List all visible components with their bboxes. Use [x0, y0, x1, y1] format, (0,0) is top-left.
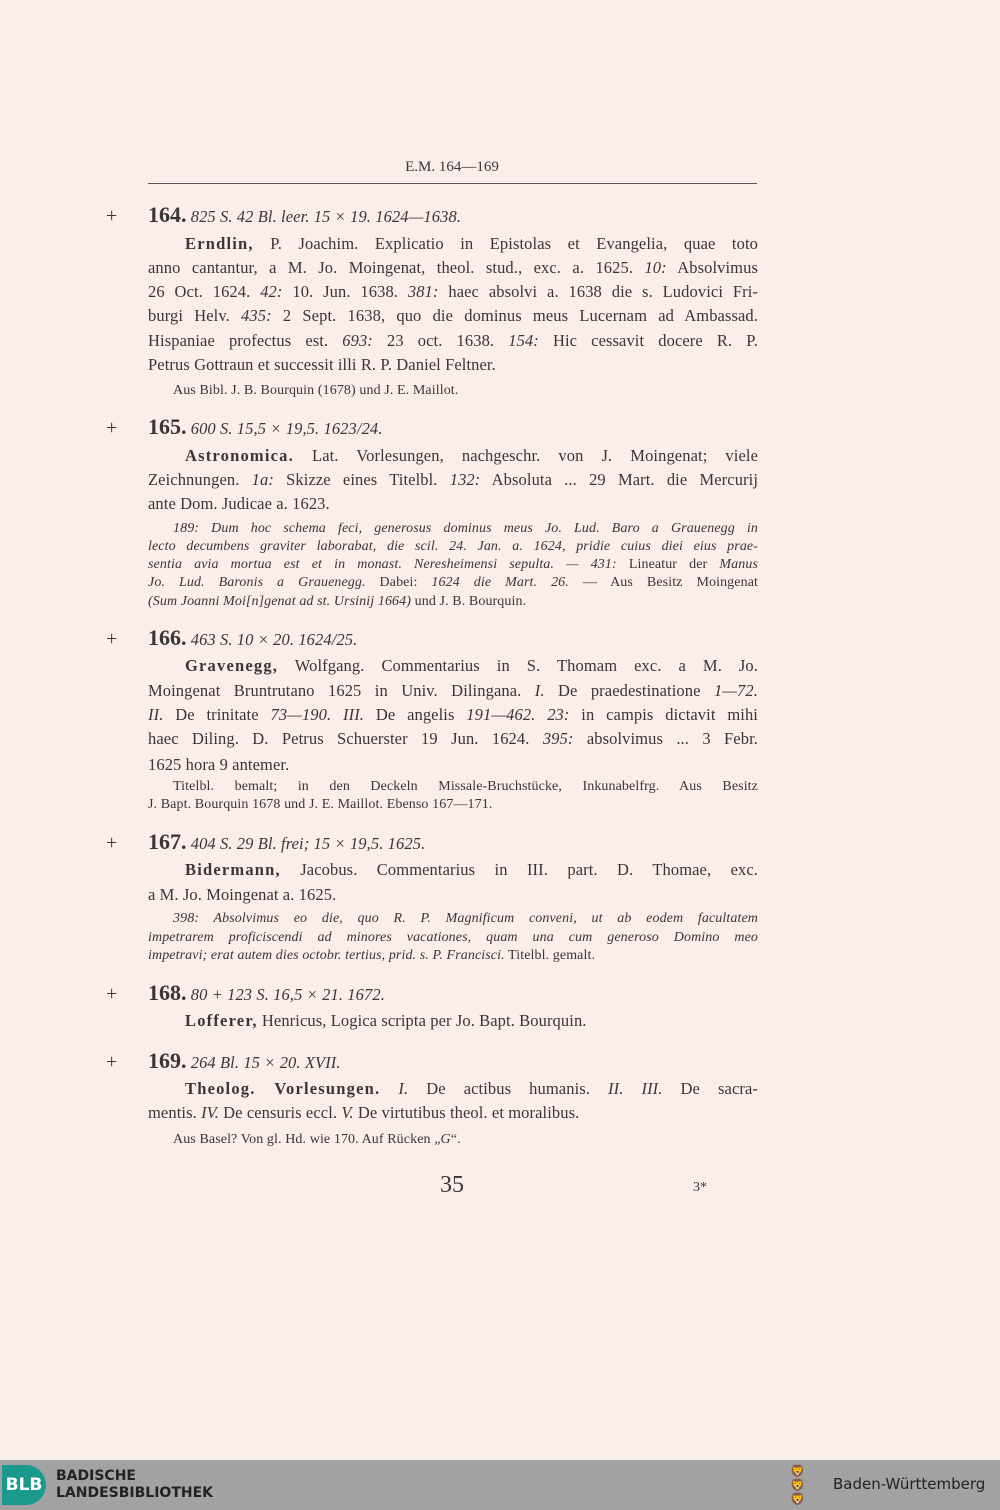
entry-text-line	[185, 656, 758, 676]
signature-mark: 3*	[693, 1180, 707, 1195]
text-run: 80 + 123 S. 16,5 × 21. 1672.	[186, 985, 385, 1004]
text-run: sentia avia mortua est et in monast. Neresheimensi sepulta. — 431:	[148, 557, 617, 572]
text-run: 600 S. 15,5 × 19,5. 1623/24.	[186, 419, 383, 438]
text-run: 23 oct. 1638.	[372, 331, 509, 350]
entry-marker: +	[106, 983, 118, 1005]
entry-note-line	[173, 778, 758, 796]
entry-note-line	[148, 556, 758, 574]
text-run: V.	[341, 1103, 354, 1122]
entry-text-line	[148, 755, 758, 775]
entry-author: Theolog. Vorlesungen.	[185, 1079, 381, 1098]
text-run: G	[440, 1132, 451, 1147]
entry-heading	[148, 625, 758, 650]
text-run: Absolvimus	[666, 258, 758, 277]
entry-number: 166.	[148, 625, 187, 650]
entry-note-line	[148, 574, 758, 592]
state-name[interactable]: Baden-Württemberg	[833, 1475, 986, 1493]
text-run: Jacobus. Commentarius in III. part. D. Thomae, exc.	[280, 860, 758, 879]
text-run: 435:	[241, 306, 272, 325]
text-run: Wolfgang. Commentarius in S. Thomam exc. a M. Jo.	[278, 656, 758, 675]
entry-heading	[148, 980, 758, 1005]
text-run: Aus Basel? Von gl. Hd. wie 170. Auf Rücken „	[173, 1132, 441, 1147]
text-run: burgi Helv.	[148, 306, 242, 325]
text-run: Lineatur der	[616, 557, 720, 572]
text-run: De trinitate	[163, 705, 271, 724]
entry-number: 167.	[148, 829, 187, 854]
text-run: 395:	[542, 729, 574, 748]
entry-note-line	[173, 1131, 758, 1149]
text-run: II. III.	[608, 1079, 663, 1098]
entry-note-line	[173, 910, 758, 928]
entry-author: Gravenegg,	[185, 656, 279, 675]
entry-author: Lofferer,	[185, 1011, 258, 1030]
text-run: 10. Jun. 1638.	[282, 282, 408, 301]
text-run: haec Diling. D. Petrus Schuerster 19 Jun. 1624.	[148, 729, 543, 748]
entry-note-line	[148, 796, 758, 814]
text-run: P. Joachim. Explicatio in Epistolas et Evangelia, quae toto	[253, 234, 758, 253]
entry-marker: +	[106, 205, 118, 227]
text-run: Titelbl. gemalt.	[504, 948, 596, 963]
entry-marker: +	[106, 417, 118, 439]
text-run: I.	[398, 1079, 409, 1098]
entry-note-line	[148, 929, 758, 947]
text-run: — Aus Besitz Moingenat	[568, 575, 758, 590]
entry-text-line	[148, 681, 758, 701]
entry-marker: +	[106, 1051, 118, 1073]
text-run: 2 Sept. 1638, quo die dominus meus Lucernam ad Ambassad.	[271, 306, 758, 325]
entry-text-line	[148, 494, 758, 514]
entry-number: 164.	[148, 202, 187, 227]
entry-text-line	[148, 470, 758, 490]
entry-text-line	[148, 885, 758, 905]
running-header: E.M. 164—169	[405, 159, 499, 175]
text-run: ante Dom. Judicae a. 1623.	[148, 494, 330, 513]
text-run: 26 Oct. 1624.	[148, 282, 261, 301]
entry-text-line	[185, 1011, 758, 1031]
entry-note-line	[173, 520, 758, 538]
text-run: Absoluta ... 29 Mart. die Mercurij	[480, 470, 758, 489]
text-run: De censuris eccl.	[218, 1103, 342, 1122]
footer-bar	[0, 1460, 1000, 1510]
entry-text-line	[148, 258, 758, 278]
entry-heading	[148, 829, 758, 854]
entry-text-line	[148, 306, 758, 326]
entry-text-line	[148, 355, 758, 375]
text-run: De sacra-	[662, 1079, 758, 1098]
entry-heading	[148, 1048, 758, 1073]
text-run: De virtutibus theol. et moralibus.	[353, 1103, 580, 1122]
library-name[interactable]	[56, 1468, 213, 1502]
text-run: I.	[534, 681, 545, 700]
text-run: Skizze eines Titelbl.	[273, 470, 450, 489]
text-run: De praedestinatione	[544, 681, 714, 700]
text-run: De actibus humanis.	[408, 1079, 609, 1098]
page-number: 35	[440, 1172, 464, 1198]
text-run: lecto decumbens graviter laborabat, die scil. 24. Jan. a. 1624, pridie cuius diei eius prae-	[148, 539, 758, 554]
text-run: mentis.	[148, 1103, 202, 1122]
entry-heading	[148, 414, 758, 439]
text-run: 825 S. 42 Bl. leer. 15 × 19. 1624—1638.	[186, 207, 462, 226]
text-run: Titelbl. bemalt; in den Deckeln Missale-Bruchstücke, Inkunabelfrg. Aus Besitz	[173, 779, 758, 794]
text-run: 42:	[260, 282, 283, 301]
entry-heading	[148, 202, 758, 227]
entry-number: 169.	[148, 1048, 187, 1073]
text-run	[380, 1079, 398, 1098]
entry-author: Erndlin,	[185, 234, 254, 253]
text-run: Dabei:	[365, 575, 432, 590]
entry-note-line	[173, 382, 758, 400]
text-run: Moingenat Bruntrutano 1625 in Univ. Dilingana.	[148, 681, 535, 700]
entry-text-line	[148, 282, 758, 302]
text-run: 73—190. III.	[270, 705, 365, 724]
text-run: 1625 hora 9 antemer.	[148, 755, 290, 774]
text-run: 1—72.	[713, 681, 758, 700]
text-run: 154:	[508, 331, 539, 350]
text-run: a M. Jo. Moingenat a. 1625.	[148, 885, 337, 904]
text-run: haec absolvi a. 1638 die s. Ludovici Fri-	[438, 282, 758, 301]
entry-text-line	[185, 446, 758, 466]
text-run: J. Bapt. Bourquin 1678 und J. E. Maillot. Ebenso 167—171.	[148, 797, 493, 812]
text-run: 1a:	[251, 470, 274, 489]
text-run: 1624 die Mart. 26.	[431, 575, 569, 590]
entry-author: Bidermann,	[185, 860, 281, 879]
text-run: II.	[148, 705, 164, 724]
entry-author: Astronomica.	[185, 446, 294, 465]
text-run: IV.	[201, 1103, 219, 1122]
text-run: absolvimus ... 3 Febr.	[573, 729, 758, 748]
text-run: in campis dictavit mihi	[569, 705, 758, 724]
text-run: “.	[450, 1132, 461, 1147]
entry-marker: +	[106, 832, 118, 854]
entry-marker: +	[106, 628, 118, 650]
text-run: und J. B. Bourquin.	[411, 594, 527, 609]
text-run: (Sum Joanni Moi[n]genat ad st. Ursinij 1664)	[148, 594, 412, 609]
entry-text-line	[148, 1103, 758, 1123]
text-run: impetrarem proficiscendi ad minores vacationes, quam una cum generoso Domino meo	[148, 930, 758, 945]
text-run: 189: Dum hoc schema feci, generosus dominus meus Jo. Lud. Baro a Grauenegg in	[173, 521, 758, 536]
library-name-line2: LANDESBIBLIOTHEK	[56, 1485, 214, 1501]
text-run: Henricus, Logica scripta per Jo. Bapt. Bourquin.	[257, 1011, 587, 1030]
entry-note-line	[148, 947, 758, 965]
text-run: 463 S. 10 × 20. 1624/25.	[186, 630, 358, 649]
text-run: 693:	[342, 331, 373, 350]
library-name-line1: BADISCHE	[56, 1468, 136, 1484]
entry-text-line	[148, 331, 758, 351]
text-run: Petrus Gottraun et successit illi R. P. Daniel Feltner.	[148, 355, 496, 374]
text-run: Manus	[719, 557, 758, 572]
entry-note-line	[148, 538, 758, 556]
text-run: Hic cessavit docere R. P.	[538, 331, 758, 350]
entry-text-line	[148, 729, 758, 749]
text-run: Aus Bibl. J. B. Bourquin (1678) und J. E. Maillot.	[173, 383, 459, 398]
entry-text-line	[185, 1079, 758, 1099]
text-run: anno cantantur, a M. Jo. Moingenat, theol. stud., exc. a. 1625.	[148, 258, 645, 277]
text-run: 132:	[449, 470, 481, 489]
text-run: Hispaniae profectus est.	[148, 331, 343, 350]
text-run: Lat. Vorlesungen, nachgeschr. von J. Moingenat; viele	[293, 446, 758, 465]
entry-number: 165.	[148, 414, 187, 439]
entry-text-line	[185, 860, 758, 880]
text-run: 10:	[644, 258, 667, 277]
entry-note-line	[148, 593, 758, 611]
entry-number: 168.	[148, 980, 187, 1005]
blb-logo-icon[interactable]: BLB	[2, 1465, 46, 1505]
text-run: 404 S. 29 Bl. frei; 15 × 19,5. 1625.	[186, 834, 426, 853]
text-run: 381:	[407, 282, 439, 301]
header-rule	[148, 183, 757, 184]
text-run: Jo. Lud. Baronis a Grauenegg.	[148, 575, 366, 590]
entry-text-line	[148, 705, 758, 725]
entry-text-line	[185, 234, 758, 254]
text-run: De angelis	[364, 705, 467, 724]
text-run: 398: Absolvimus eo die, quo R. P. Magnificum conveni, ut ab eodem facultatem	[173, 911, 758, 926]
text-run: impetravi; erat autem dies octobr. tertius, prid. s. P. Francisci.	[148, 948, 505, 963]
text-run: 191—462. 23:	[466, 705, 570, 724]
lions-crest-icon: 🦁 🦁 🦁	[790, 1464, 805, 1506]
text-run: Zeichnungen.	[148, 470, 252, 489]
text-run: 264 Bl. 15 × 20. XVII.	[186, 1053, 341, 1072]
